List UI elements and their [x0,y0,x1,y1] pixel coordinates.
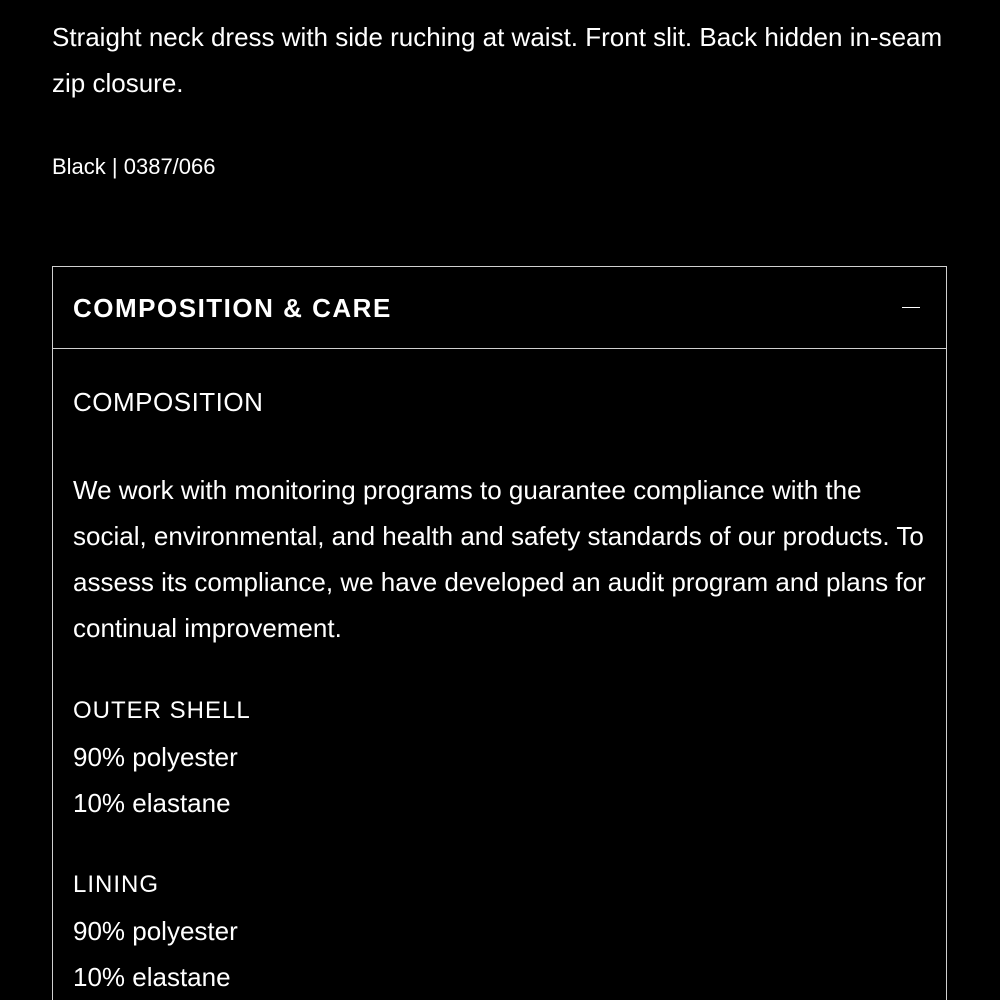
lining-line: 10% elastane [73,962,231,992]
lining-label: LINING [73,871,160,898]
accordion-header[interactable] [53,267,946,349]
outer-shell-group [73,688,251,826]
minus-icon[interactable] [902,307,920,308]
outer-shell-line: 90% polyester [73,742,238,772]
product-color-reference: Black | 0387/066 [52,154,216,179]
lining-line: 90% polyester [73,916,238,946]
composition-heading: COMPOSITION [73,387,264,417]
lining-group [73,862,238,1000]
outer-shell-line: 10% elastane [73,788,231,818]
composition-text: We work with monitoring programs to guarantee compliance with the social, environmental, and health and safety standards of our products. To assess its compliance, we have developed an audit program and plans for continual improvement. [73,475,926,643]
product-description: Straight neck dress with side ruching at waist. Front slit. Back hidden in-seam zip closure. [52,22,943,98]
composition-care-accordion [52,266,947,1000]
accordion-title: COMPOSITION & CARE [73,293,392,323]
outer-shell-label: OUTER SHELL [73,697,251,724]
